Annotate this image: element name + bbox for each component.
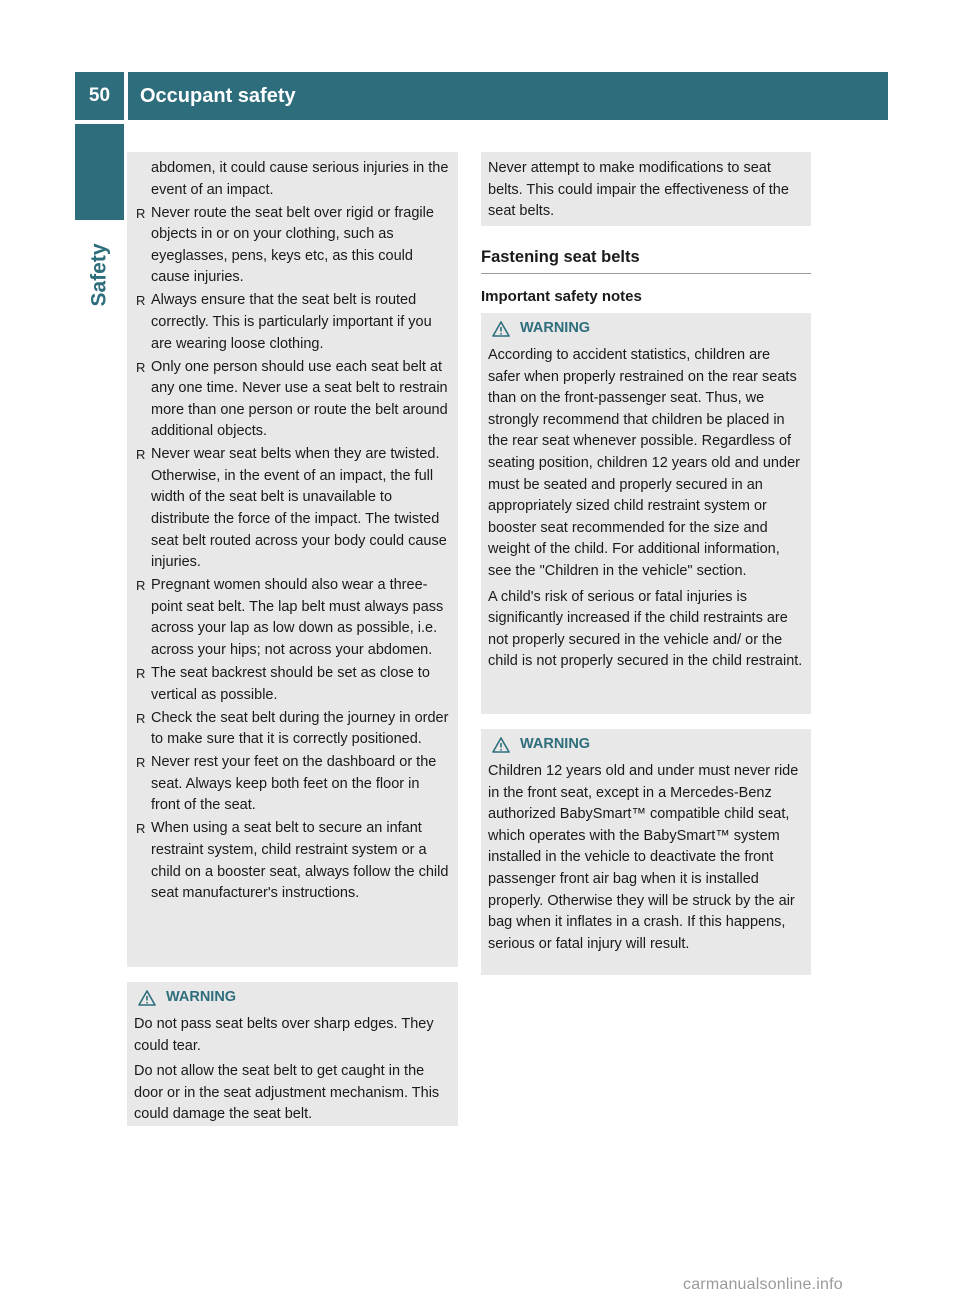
bullet-item — [136, 203, 452, 289]
bullet-text: When using a seat belt to secure an infant restraint system, child restraint system or a child on a booster seat, always follow the child seat manufacturer's instructions. — [151, 820, 449, 902]
bullet-marker: R — [136, 821, 146, 837]
bullet-marker: R — [136, 205, 146, 221]
warning-heading — [488, 733, 805, 757]
bullet-item — [136, 663, 452, 706]
section-side-label-text: Safety — [88, 243, 111, 307]
babysmart-warning — [481, 729, 811, 975]
bullet-item — [136, 444, 452, 574]
warning-paragraph: Children 12 years old and under must never ride in the front seat, except in a Mercedes-Benz authorized BabySmart™ compatible child seat, which operates with the BabySmart™ system installed in the vehicle to deactivate the front passenger front air bag when it is installed properly. Otherwise they will be struck by the air bag when it inflates in a crash. If this happens, serious or fatal injury will result. — [488, 763, 799, 952]
bullet-list — [136, 203, 452, 905]
warning-paragraph: Do not pass seat belts over sharp edges. They could tear. — [134, 1016, 434, 1054]
bullet-item — [136, 575, 452, 661]
warning-heading-text: WARNING — [520, 320, 591, 337]
warning-heading-text: WARNING — [166, 989, 237, 1006]
bullet-marker: R — [136, 359, 146, 375]
footer-watermark: carmanualsonline.info — [683, 1276, 843, 1293]
bullet-item — [136, 708, 452, 751]
section-heading: Fastening seat belts — [481, 248, 811, 274]
warning-heading — [488, 317, 805, 341]
intro-continuation: abdomen, it could cause serious injuries in the event of an impact. — [151, 160, 449, 198]
bullet-text: Only one person should use each seat belt at any one time. Never use a seat belt to restrain more than one person or route the belt around additional objects. — [151, 358, 448, 440]
bullet-marker: R — [136, 293, 146, 309]
bullet-item — [136, 818, 452, 904]
bullet-item — [136, 752, 452, 817]
bullet-marker: R — [136, 710, 146, 726]
bullet-text: Check the seat belt during the journey in order to make sure that it is correctly positioned. — [151, 709, 449, 748]
warning-paragraph: A child's risk of serious or fatal injuries is significantly increased if the child restraints are not properly secured in the vehicle and/ or the child is not properly secured in the child restraint. — [488, 588, 803, 670]
warning-triangle-icon — [138, 990, 156, 1006]
bullet-text: Never route the seat belt over rigid or fragile objects in or on your clothing, such as eyeglasses, pens, keys etc, as this could cause injuries. — [151, 204, 434, 286]
children-rear-seat-warning — [481, 313, 811, 714]
bullet-marker: R — [136, 578, 146, 594]
note-text: Never attempt to make modifications to seat belts. This could impair the effectiveness of the seat belts. — [488, 160, 789, 220]
bullet-text: The seat backrest should be set as close to vertical as possible. — [151, 665, 430, 703]
section-side-label — [68, 235, 132, 315]
bullet-marker: R — [136, 447, 146, 463]
warning-triangle-icon — [492, 321, 510, 337]
bullet-text: Never rest your feet on the dashboard or the seat. Always keep both feet on the floor in front of the seat. — [151, 754, 437, 814]
subsection-heading: Important safety notes — [481, 288, 642, 305]
bullet-text: Pregnant women should also wear a three-point seat belt. The lap belt must always pass across your lap as low down as possible, i.e. across your hips; not across your abdomen. — [151, 577, 444, 659]
warning-paragraph: According to accident statistics, children are safer when properly restrained on the rear seats than on the front-passenger seat. Thus, we strongly recommend that children be placed in the rear seat whenever possible. Regardless of seating position, children 12 years old and under must be seated and properly secured in an appropriately sized child restraint system or booster seat recommended for the size and weight of the child. For additional information, see the "Children in the vehicle" section. — [488, 347, 800, 579]
warning-triangle-icon — [492, 737, 510, 753]
sharp-edges-warning — [127, 982, 458, 1126]
bullet-marker: R — [136, 666, 146, 681]
bullet-item — [136, 290, 452, 355]
bullet-item — [136, 357, 452, 443]
warning-heading — [134, 986, 452, 1010]
seat-belt-bullets-panel — [127, 152, 458, 967]
warning-heading-text: WARNING — [520, 736, 591, 753]
bullet-text: Never wear seat belts when they are twisted. Otherwise, in the event of an impact, the full width of the seat belt is unavailable to distribute the force of the impact. The twisted seat belt routed across your body could cause injuries. — [151, 446, 447, 571]
section-tab — [75, 124, 124, 220]
bullet-text: Always ensure that the seat belt is routed correctly. This is particularly important if you are wearing loose clothing. — [151, 292, 432, 352]
page-number: 50 — [75, 72, 124, 120]
bullet-marker: R — [136, 755, 146, 771]
modification-note — [481, 152, 811, 226]
warning-paragraph: Do not allow the seat belt to get caught in the door or in the seat adjustment mechanism. This could damage the seat belt. — [134, 1063, 440, 1123]
page-title: Occupant safety — [128, 72, 888, 120]
